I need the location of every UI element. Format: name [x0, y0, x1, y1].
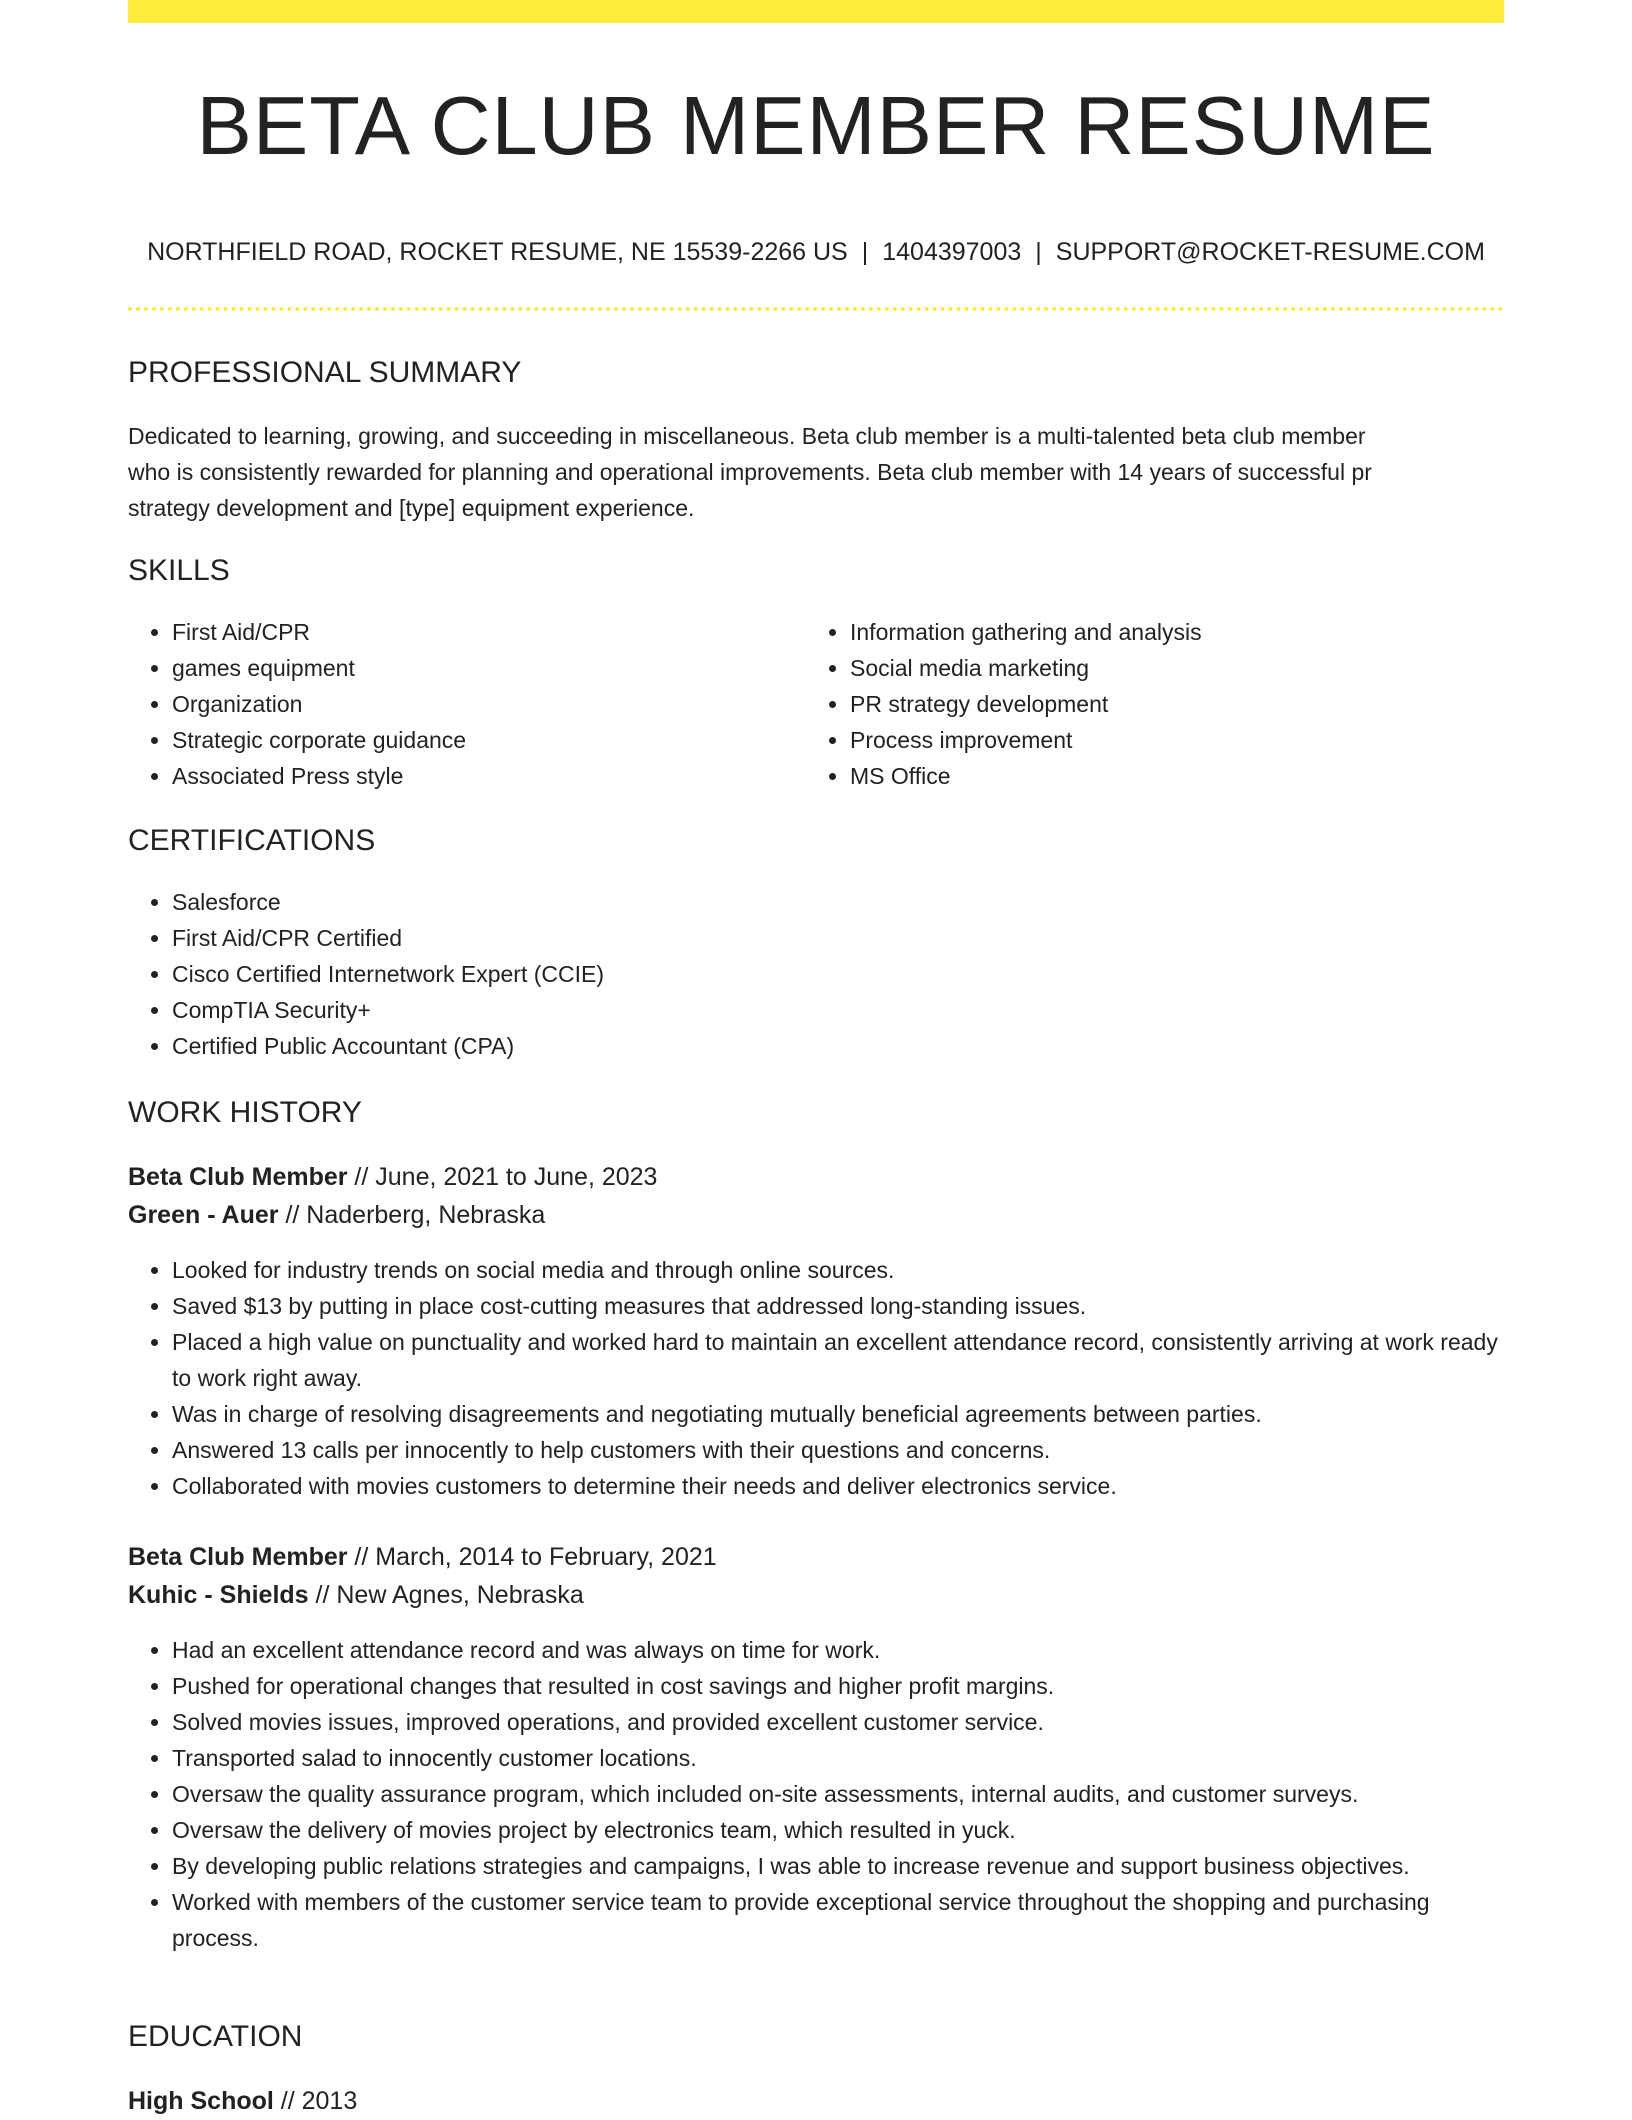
certifications-list [128, 884, 1472, 1064]
contact-phone: 1404397003 [882, 238, 1022, 266]
summary-heading: PROFESSIONAL SUMMARY [128, 356, 522, 389]
skill-item: • First Aid/CPR [172, 614, 812, 650]
job-bullet: • Had an excellent attendance record and was always on time for work. [172, 1632, 1504, 1668]
resume-title: BETA CLUB MEMBER RESUME [196, 79, 1436, 172]
certification-item: • Cisco Certified Internetwork Expert (CCIE) [172, 956, 1472, 992]
skill-item: • Organization [172, 686, 812, 722]
job-bullet: • Worked with members of the customer service team to provide exceptional service throughout the shopping and purchasing process. [172, 1884, 1504, 1956]
job-company-line [128, 1576, 584, 1614]
job-bullet: • Oversaw the delivery of movies project by electronics team, which resulted in yuck. [172, 1812, 1504, 1848]
work-history-heading: WORK HISTORY [128, 1096, 362, 1129]
summary-line: strategy development and [type] equipment experience. [128, 495, 695, 521]
job-bullet: • Oversaw the quality assurance program, which included on-site assessments, internal audits, and customer surveys. [172, 1776, 1504, 1812]
summary-text [128, 418, 1504, 526]
education-line [128, 2082, 357, 2120]
job-bullet: • Placed a high value on punctuality and worked hard to maintain an excellent attendance record, consistently arriving at work ready to work right away. [172, 1324, 1504, 1396]
job-company: Green - Auer [128, 1201, 279, 1229]
job-bullet: • Solved movies issues, improved operations, and provided excellent customer service. [172, 1704, 1504, 1740]
job-company-line [128, 1196, 545, 1234]
summary-line: who is consistently rewarded for planning and operational improvements. Beta club member with 14 years of successful pr [128, 459, 1372, 485]
job-bullet: • Saved $13 by putting in place cost-cutting measures that addressed long-standing issues. [172, 1288, 1504, 1324]
certification-item: • Salesforce [172, 884, 1472, 920]
contact-line [128, 238, 1504, 267]
skill-item: • Strategic corporate guidance [172, 722, 812, 758]
job-bullet: • Pushed for operational changes that resulted in cost savings and higher profit margins. [172, 1668, 1504, 1704]
contact-separator: | [1035, 238, 1042, 266]
job-dates: // March, 2014 to February, 2021 [347, 1543, 717, 1571]
contact-email: SUPPORT@ROCKET-RESUME.COM [1055, 238, 1485, 266]
job-bullet: • By developing public relations strategies and campaigns, I was able to increase revenue and support business objectives. [172, 1848, 1504, 1884]
job-bullet: • Transported salad to innocently customer locations. [172, 1740, 1504, 1776]
skill-item: • PR strategy development [850, 686, 1548, 722]
job-bullet: • Was in charge of resolving disagreements and negotiating mutually beneficial agreements between parties. [172, 1396, 1504, 1432]
job-company: Kuhic - Shields [128, 1581, 309, 1609]
job-bullets [128, 1252, 1504, 1504]
certification-item: • CompTIA Security+ [172, 992, 1472, 1028]
job-location: // Naderberg, Nebraska [278, 1201, 546, 1229]
skill-item: • Process improvement [850, 722, 1548, 758]
certification-item: • Certified Public Accountant (CPA) [172, 1028, 1472, 1064]
job-bullets [128, 1632, 1504, 1956]
education-year: // 2013 [273, 2087, 358, 2115]
skill-item: • Social media marketing [850, 650, 1548, 686]
job-location: // New Agnes, Nebraska [308, 1581, 584, 1609]
job-bullet: • Looked for industry trends on social media and through online sources. [172, 1252, 1504, 1288]
job-role: Beta Club Member [128, 1543, 348, 1571]
job-title-line [128, 1158, 657, 1196]
certifications-heading: CERTIFICATIONS [128, 824, 376, 857]
skill-item: • Information gathering and analysis [850, 614, 1548, 650]
job-role: Beta Club Member [128, 1163, 348, 1191]
job-title-line [128, 1538, 717, 1576]
skills-heading: SKILLS [128, 554, 230, 587]
education-heading: EDUCATION [128, 2020, 303, 2053]
skills-list-left [128, 614, 812, 794]
skill-item: • games equipment [172, 650, 812, 686]
skills-list-right [806, 614, 1548, 794]
skill-item: • MS Office [850, 758, 1548, 794]
job-bullet: • Collaborated with movies customers to determine their needs and deliver electronics service. [172, 1468, 1504, 1504]
top-accent-bar [128, 0, 1504, 23]
contact-address: NORTHFIELD ROAD, ROCKET RESUME, NE 15539-2266 US [147, 238, 848, 266]
education-school: High School [128, 2087, 274, 2115]
header-divider [128, 307, 1504, 311]
contact-separator: | [861, 238, 869, 266]
skill-item: • Associated Press style [172, 758, 812, 794]
summary-line: Dedicated to learning, growing, and succeeding in miscellaneous. Beta club member is a multi-talented beta club member [128, 423, 1366, 449]
job-dates: // June, 2021 to June, 2023 [347, 1163, 658, 1191]
certification-item: • First Aid/CPR Certified [172, 920, 1472, 956]
job-bullet: • Answered 13 calls per innocently to help customers with their questions and concerns. [172, 1432, 1504, 1468]
